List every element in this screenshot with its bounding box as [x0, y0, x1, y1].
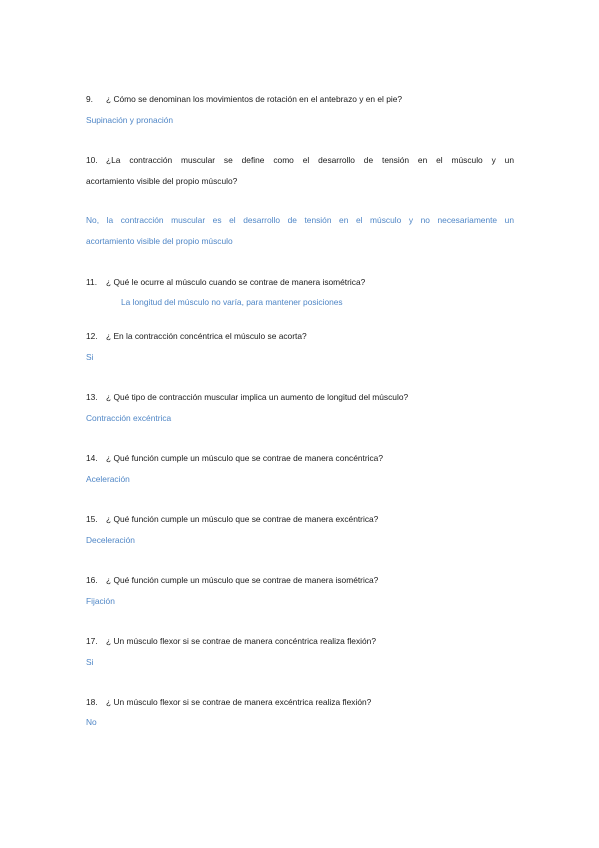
- question-9: [86, 94, 402, 105]
- question-10-line-1: [86, 155, 514, 166]
- question-text: ¿ Cómo se denominan los movimientos de rotación en el antebrazo y en el pie?: [106, 94, 403, 104]
- question-text: ¿ Qué le ocurre al músculo cuando se contrae de manera isométrica?: [106, 277, 366, 287]
- question-12: [86, 331, 307, 342]
- question-number: 18.: [86, 697, 98, 707]
- question-14: [86, 453, 383, 464]
- question-number: 15.: [86, 514, 98, 524]
- question-18: [86, 697, 371, 708]
- question-number: 9.: [86, 94, 93, 104]
- answer-18: No: [86, 717, 97, 727]
- question-16: [86, 575, 378, 586]
- question-15: [86, 514, 378, 525]
- answer-10-line-1: No, la contracción muscular es el desarrollo de tensión en el músculo y no necesariamente un: [86, 215, 514, 225]
- question-11: [86, 277, 365, 288]
- question-number: 17.: [86, 636, 98, 646]
- answer-10-line-2: acortamiento visible del propio músculo: [86, 236, 233, 246]
- answer-13: Contracción excéntrica: [86, 413, 172, 423]
- answer-16: Fijación: [86, 596, 115, 606]
- question-text: ¿ Qué función cumple un músculo que se contrae de manera concéntrica?: [106, 453, 383, 463]
- answer-17: Si: [86, 657, 94, 667]
- answer-11: La longitud del músculo no varía, para mantener posiciones: [121, 297, 343, 307]
- question-number: 14.: [86, 453, 98, 463]
- question-number: 10.: [86, 155, 98, 165]
- question-text: ¿ Qué función cumple un músculo que se contrae de manera excéntrica?: [106, 514, 379, 524]
- answer-15: Deceleración: [86, 535, 135, 545]
- question-10-line-2: acortamiento visible del propio músculo?: [86, 176, 238, 186]
- answer-14: Aceleración: [86, 474, 130, 484]
- question-text: ¿La contracción muscular se define como el desarrollo de tensión en el músculo y un: [106, 155, 514, 165]
- question-text: ¿ Un músculo flexor si se contrae de manera excéntrica realiza flexión?: [106, 697, 372, 707]
- question-text: ¿ Qué función cumple un músculo que se contrae de manera isométrica?: [106, 575, 379, 585]
- answer-12: Si: [86, 352, 94, 362]
- question-text: ¿ En la contracción concéntrica el músculo se acorta?: [106, 331, 307, 341]
- question-text: ¿ Qué tipo de contracción muscular implica un aumento de longitud del músculo?: [106, 392, 409, 402]
- question-text: ¿ Un músculo flexor si se contrae de manera concéntrica realiza flexión?: [106, 636, 376, 646]
- question-number: 13.: [86, 392, 98, 402]
- question-number: 16.: [86, 575, 98, 585]
- question-number: 11.: [86, 277, 98, 287]
- question-number: 12.: [86, 331, 98, 341]
- question-13: [86, 392, 408, 403]
- question-17: [86, 636, 376, 647]
- answer-9: Supinación y pronación: [86, 115, 174, 125]
